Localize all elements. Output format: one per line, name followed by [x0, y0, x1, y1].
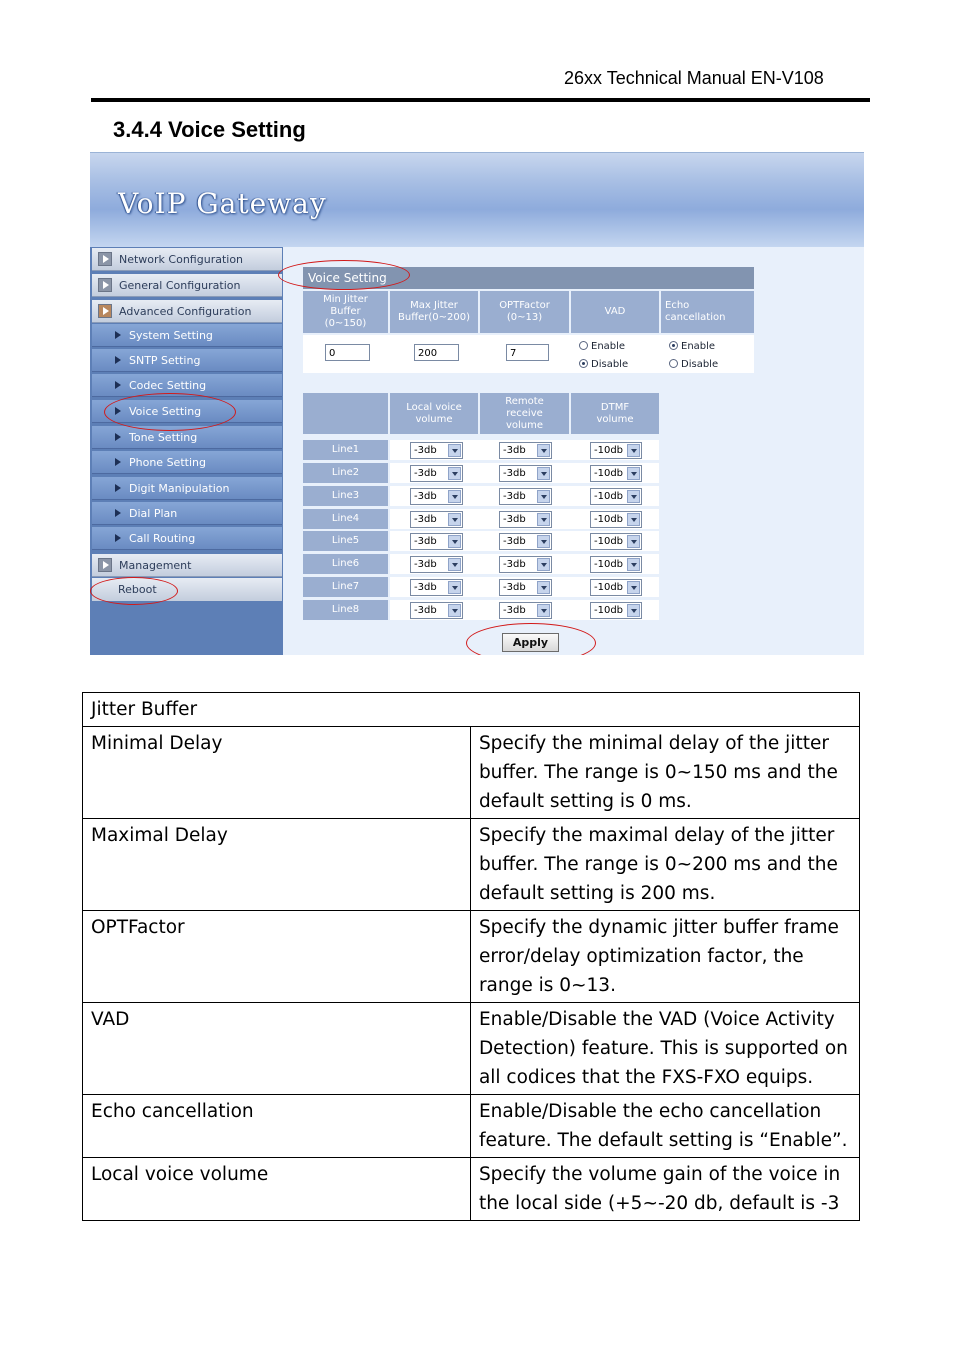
select-value: -10db [594, 605, 624, 616]
header-optfactor: OPTFactor (0~13) [480, 291, 569, 333]
select-value: -3db [414, 559, 437, 570]
sidebar-item-network[interactable]: Network Configuration [92, 248, 282, 271]
dtmf-volume-select[interactable] [590, 602, 642, 619]
setting-description: Specify the minimal delay of the jitter buffer. The range is 0~150 ms and the default setting is 0 ms. [470, 727, 859, 819]
select-value: -3db [414, 514, 437, 525]
line-label: Line8 [303, 600, 388, 620]
select-value: -3db [503, 582, 526, 593]
chevron-down-icon [448, 490, 461, 503]
setting-name: Maximal Delay [83, 819, 471, 911]
select-value: -3db [503, 468, 526, 479]
select-value: -10db [594, 445, 624, 456]
local-volume-select[interactable] [410, 511, 463, 528]
remote-volume-select[interactable] [499, 602, 552, 619]
chevron-down-icon [448, 444, 461, 457]
radio-on-icon [669, 341, 678, 350]
chevron-down-icon [448, 558, 461, 571]
setting-description: Specify the dynamic jitter buffer frame error/delay optimization factor, the range is 0~13. [470, 911, 859, 1003]
dtmf-volume-select[interactable] [590, 465, 642, 482]
setting-name: Local voice volume [83, 1158, 471, 1221]
banner-title: VoIP Gateway [118, 187, 327, 220]
header-remote-volume: Remote receive volume [480, 393, 569, 434]
vad-enable-radio[interactable]: Enable [579, 341, 625, 353]
panel-title: Voice Setting [303, 267, 754, 289]
local-volume-select[interactable] [410, 442, 463, 459]
voice-setting-panel [283, 247, 864, 655]
sidebar-item-reboot[interactable]: Reboot [92, 578, 282, 601]
sidebar-item-system-setting[interactable]: System Setting [92, 324, 282, 347]
select-value: -3db [414, 491, 437, 502]
local-volume-select[interactable] [410, 602, 463, 619]
sidebar-item-phone-setting[interactable]: Phone Setting [92, 451, 282, 474]
sidebar-item-advanced[interactable]: Advanced Configuration [92, 300, 282, 323]
chevron-down-icon [627, 581, 640, 594]
arrow-icon [115, 534, 121, 542]
sidebar-item-sntp-setting[interactable]: SNTP Setting [92, 349, 282, 372]
select-value: -10db [594, 559, 624, 570]
dtmf-volume-select[interactable] [590, 556, 642, 573]
dtmf-volume-select[interactable] [590, 488, 642, 505]
arrow-icon [115, 484, 121, 492]
section-title: 3.4.4 Voice Setting [113, 117, 306, 142]
max-jitter-input[interactable]: 200 [414, 344, 459, 361]
table-row [83, 819, 860, 911]
chevron-down-icon [448, 535, 461, 548]
min-jitter-input[interactable]: 0 [325, 344, 370, 361]
arrow-icon [115, 458, 121, 466]
table-row [83, 727, 860, 819]
chevron-down-icon [627, 604, 640, 617]
chevron-down-icon [627, 513, 640, 526]
chevron-down-icon [537, 535, 550, 548]
header-echo: Echo cancellation [661, 291, 754, 333]
header-line-blank [303, 393, 388, 434]
banner [90, 153, 864, 247]
table-row [83, 693, 860, 727]
setting-description: Enable/Disable the VAD (Voice Activity Detection) feature. This is supported on all codices that the FXS-FXO equips. [470, 1003, 859, 1095]
select-value: -3db [414, 582, 437, 593]
highlight-reboot [90, 577, 178, 605]
local-volume-select[interactable] [410, 556, 463, 573]
remote-volume-select[interactable] [499, 442, 552, 459]
setting-name: VAD [83, 1003, 471, 1095]
dtmf-volume-select[interactable] [590, 442, 642, 459]
header-min-jitter: Min Jitter Buffer (0~150) [303, 291, 388, 333]
select-value: -10db [594, 491, 624, 502]
dtmf-volume-select[interactable] [590, 533, 642, 550]
sidebar-item-management[interactable]: Management [92, 554, 282, 577]
remote-volume-select[interactable] [499, 556, 552, 573]
dtmf-volume-select[interactable] [590, 579, 642, 596]
line-label: Line4 [303, 509, 388, 529]
chevron-down-icon [627, 444, 640, 457]
line-label: Line7 [303, 577, 388, 597]
line-label: Line5 [303, 531, 388, 551]
select-value: -10db [594, 582, 624, 593]
sidebar-item-tone-setting[interactable]: Tone Setting [92, 426, 282, 449]
setting-name: Minimal Delay [83, 727, 471, 819]
vad-disable-radio[interactable]: Disable [579, 359, 628, 371]
line-label: Line2 [303, 463, 388, 483]
select-value: -3db [503, 491, 526, 502]
apply-button[interactable]: Apply [502, 633, 559, 652]
line-label: Line6 [303, 554, 388, 574]
table-row [83, 1003, 860, 1095]
line-label: Line1 [303, 440, 388, 460]
optfactor-input[interactable]: 7 [506, 344, 549, 361]
sidebar-item-codec-setting[interactable]: Codec Setting [92, 374, 282, 397]
expand-icon [98, 278, 112, 292]
chevron-down-icon [537, 604, 550, 617]
select-value: -3db [503, 605, 526, 616]
select-value: -3db [503, 445, 526, 456]
header-max-jitter: Max Jitter Buffer(0~200) [390, 291, 478, 333]
sidebar-item-digit-manipulation[interactable]: Digit Manipulation [92, 477, 282, 500]
select-value: -3db [503, 514, 526, 525]
chevron-down-icon [448, 604, 461, 617]
chevron-down-icon [448, 467, 461, 480]
header-rule [91, 98, 870, 102]
chevron-down-icon [627, 467, 640, 480]
select-value: -3db [414, 605, 437, 616]
dtmf-volume-select[interactable] [590, 511, 642, 528]
chevron-down-icon [627, 558, 640, 571]
local-volume-select[interactable] [410, 488, 463, 505]
select-value: -10db [594, 468, 624, 479]
arrow-icon [115, 433, 121, 441]
header-vad: VAD [571, 291, 659, 333]
sidebar-item-call-routing[interactable]: Call Routing [92, 527, 282, 550]
chevron-down-icon [537, 444, 550, 457]
remote-volume-select[interactable] [499, 533, 552, 550]
select-value: -3db [414, 536, 437, 547]
echo-disable-radio[interactable]: Disable [669, 359, 718, 371]
expand-icon [98, 304, 112, 318]
table-row [83, 1095, 860, 1158]
setting-name: Echo cancellation [83, 1095, 471, 1158]
table-row [83, 911, 860, 1003]
arrow-icon [115, 331, 121, 339]
chevron-down-icon [627, 535, 640, 548]
highlight-voice-setting-menu [104, 393, 236, 431]
setting-description: Specify the volume gain of the voice in the local side (+5~-20 db, default is -3 [470, 1158, 859, 1221]
chevron-down-icon [537, 558, 550, 571]
expand-icon [98, 558, 112, 572]
arrow-icon [115, 381, 121, 389]
header-local-volume: Local voice volume [390, 393, 478, 434]
remote-volume-select[interactable] [499, 465, 552, 482]
header-dtmf-volume: DTMF volume [571, 393, 659, 434]
select-value: -10db [594, 514, 624, 525]
remote-volume-select[interactable] [499, 511, 552, 528]
highlight-apply [466, 623, 596, 655]
radio-off-icon [669, 359, 678, 368]
arrow-icon [115, 509, 121, 517]
select-value: -3db [503, 559, 526, 570]
chevron-down-icon [627, 490, 640, 503]
expand-icon [98, 252, 112, 266]
setting-description: Enable/Disable the echo cancellation feature. The default setting is “Enable”. [470, 1095, 859, 1158]
table-row [83, 1158, 860, 1221]
radio-off-icon [579, 341, 588, 350]
sidebar-item-general[interactable]: General Configuration [92, 274, 282, 297]
sidebar-item-dial-plan[interactable]: Dial Plan [92, 502, 282, 525]
running-header: 26xx Technical Manual EN-V108 [564, 68, 824, 88]
highlight-voice-setting-title [278, 260, 410, 290]
line-label: Line3 [303, 486, 388, 506]
arrow-icon [115, 356, 121, 364]
setting-description: Specify the maximal delay of the jitter buffer. The range is 0~200 ms and the default setting is 200 ms. [470, 819, 859, 911]
select-value: -3db [414, 468, 437, 479]
local-volume-select[interactable] [410, 533, 463, 550]
setting-name: OPTFactor [83, 911, 471, 1003]
echo-enable-radio[interactable]: Enable [669, 341, 715, 353]
local-volume-select[interactable] [410, 579, 463, 596]
remote-volume-select[interactable] [499, 488, 552, 505]
chevron-down-icon [537, 513, 550, 526]
remote-volume-select[interactable] [499, 579, 552, 596]
chevron-down-icon [537, 581, 550, 594]
chevron-down-icon [448, 581, 461, 594]
settings-description-table [82, 692, 860, 1221]
select-value: -10db [594, 536, 624, 547]
voip-screenshot [90, 152, 864, 655]
chevron-down-icon [448, 513, 461, 526]
chevron-down-icon [537, 490, 550, 503]
group-heading: Jitter Buffer [83, 693, 860, 727]
radio-on-icon [579, 359, 588, 368]
select-value: -3db [503, 536, 526, 547]
chevron-down-icon [537, 467, 550, 480]
sidebar-item-voice-setting[interactable]: Voice Setting [92, 400, 282, 423]
select-value: -3db [414, 445, 437, 456]
local-volume-select[interactable] [410, 465, 463, 482]
